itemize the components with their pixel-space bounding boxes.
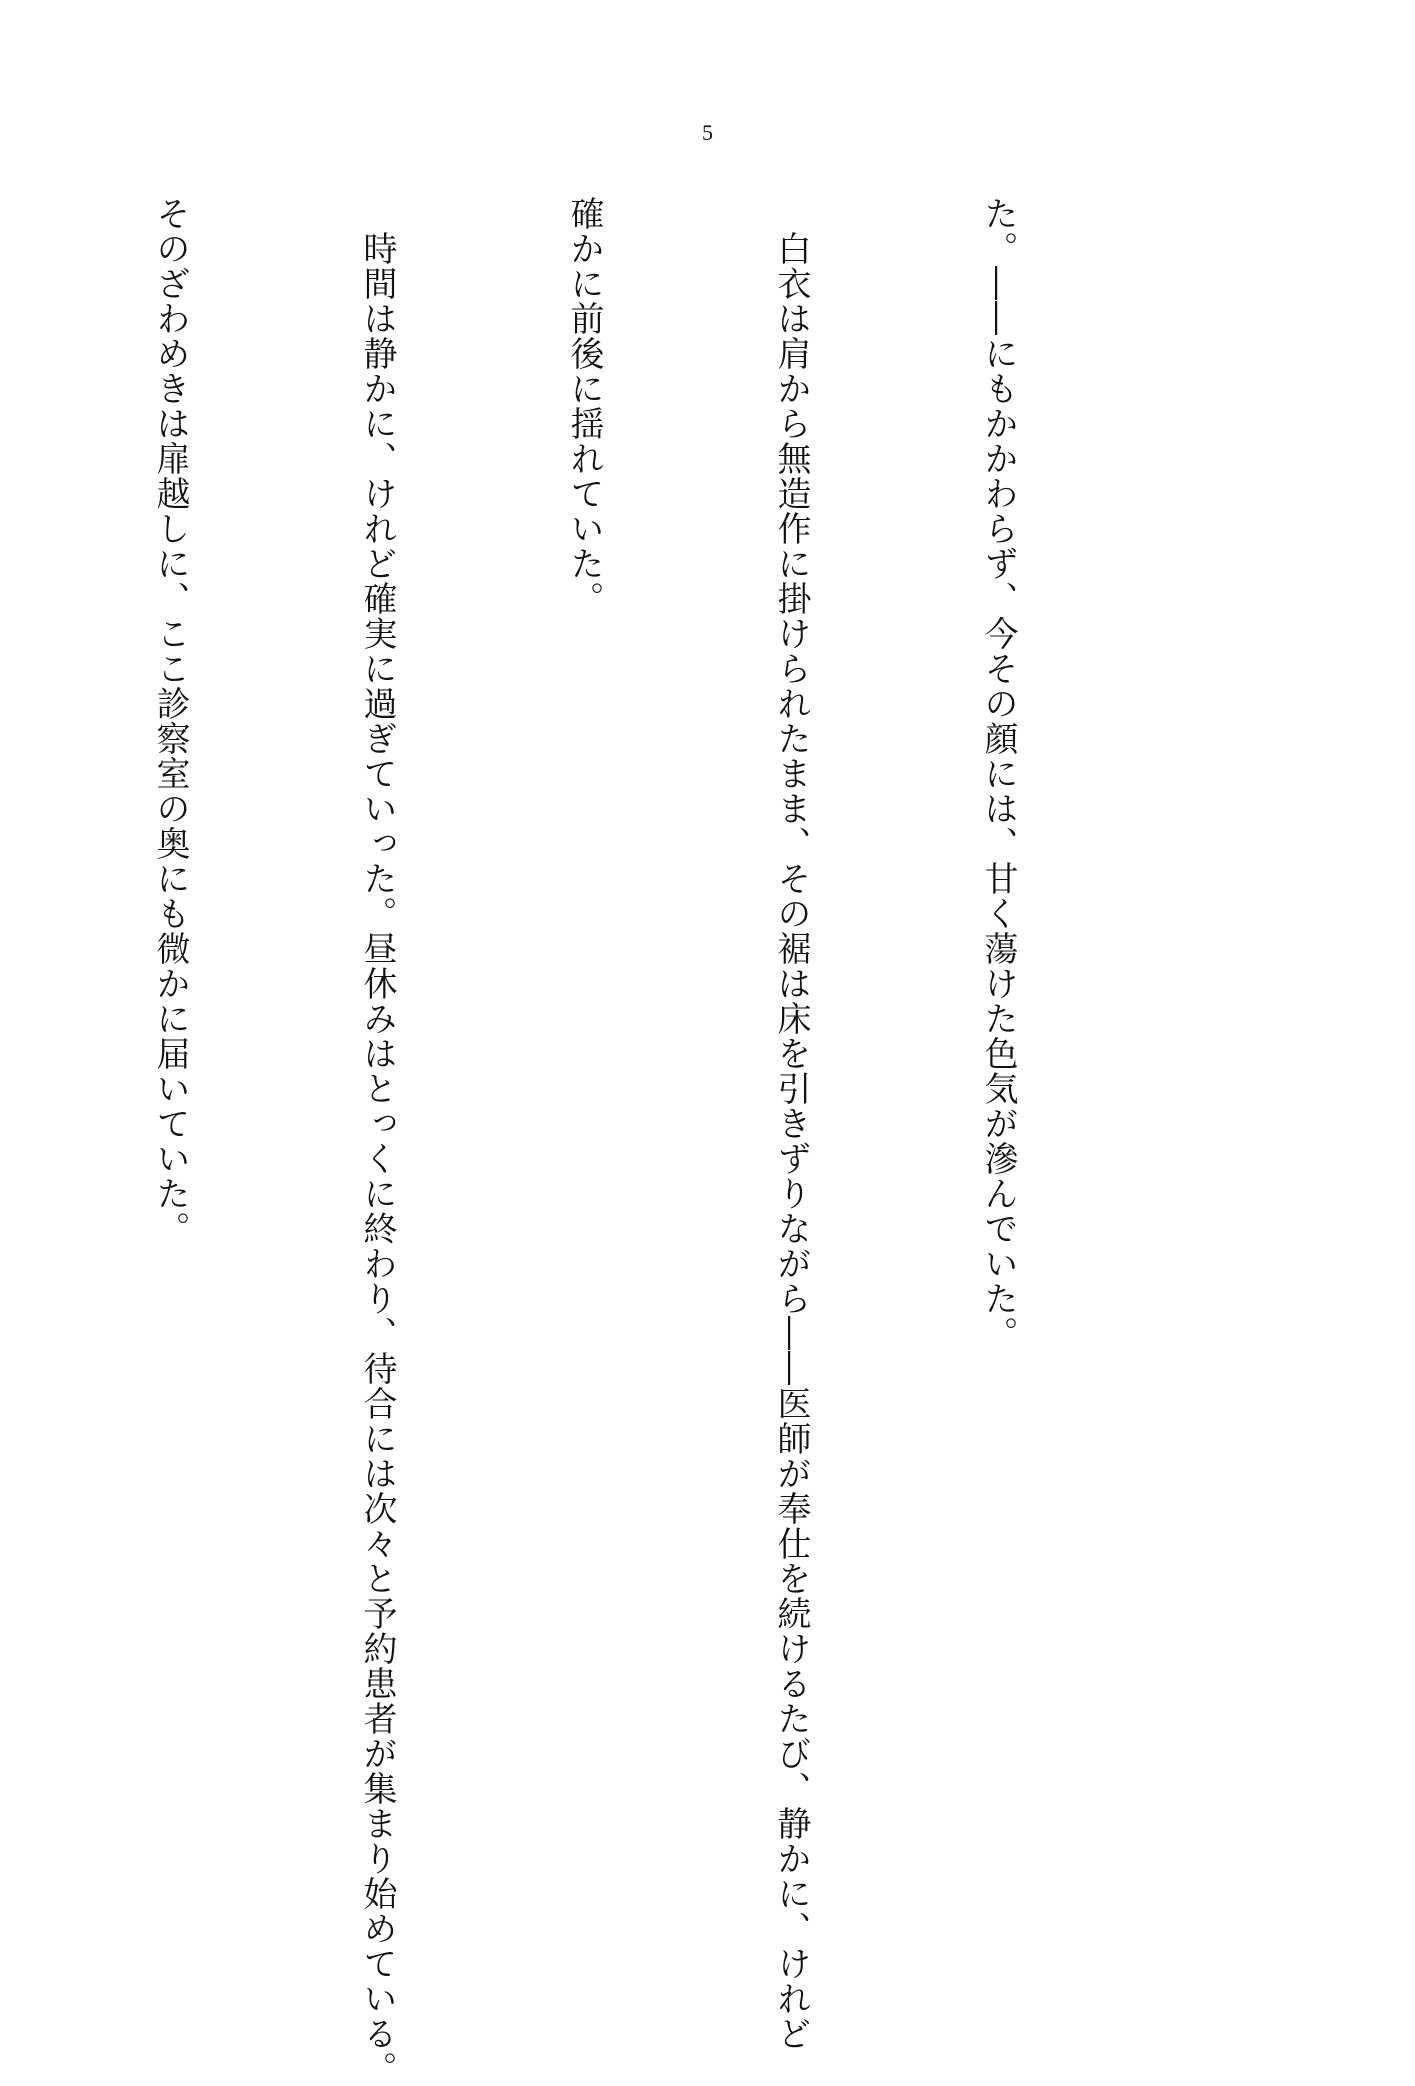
text-line: 確かに前後に揺れていた。 bbox=[564, 196, 604, 616]
vertical-text-body bbox=[150, 196, 1170, 2086]
text-line: 白衣は肩から無造作に掛けられたまま、その裾は床を引きずりながら――医師が奉仕を続けるたび、静かに、けれど bbox=[771, 196, 811, 2051]
text-line: 時間は静かに、けれど確実に過ぎていった。昼休みはとっくに終わり、待合には次々と予約患者が集まり始めている。 bbox=[357, 196, 397, 2086]
page-number: 5 bbox=[702, 120, 713, 145]
text-line: そのざわめきは扉越しに、ここ診察室の奥にも微かに届いていた。 bbox=[150, 196, 190, 1246]
text-line: た。――にもかかわらず、今その顔には、甘く蕩けた色気が滲んでいた。 bbox=[978, 196, 1018, 1351]
